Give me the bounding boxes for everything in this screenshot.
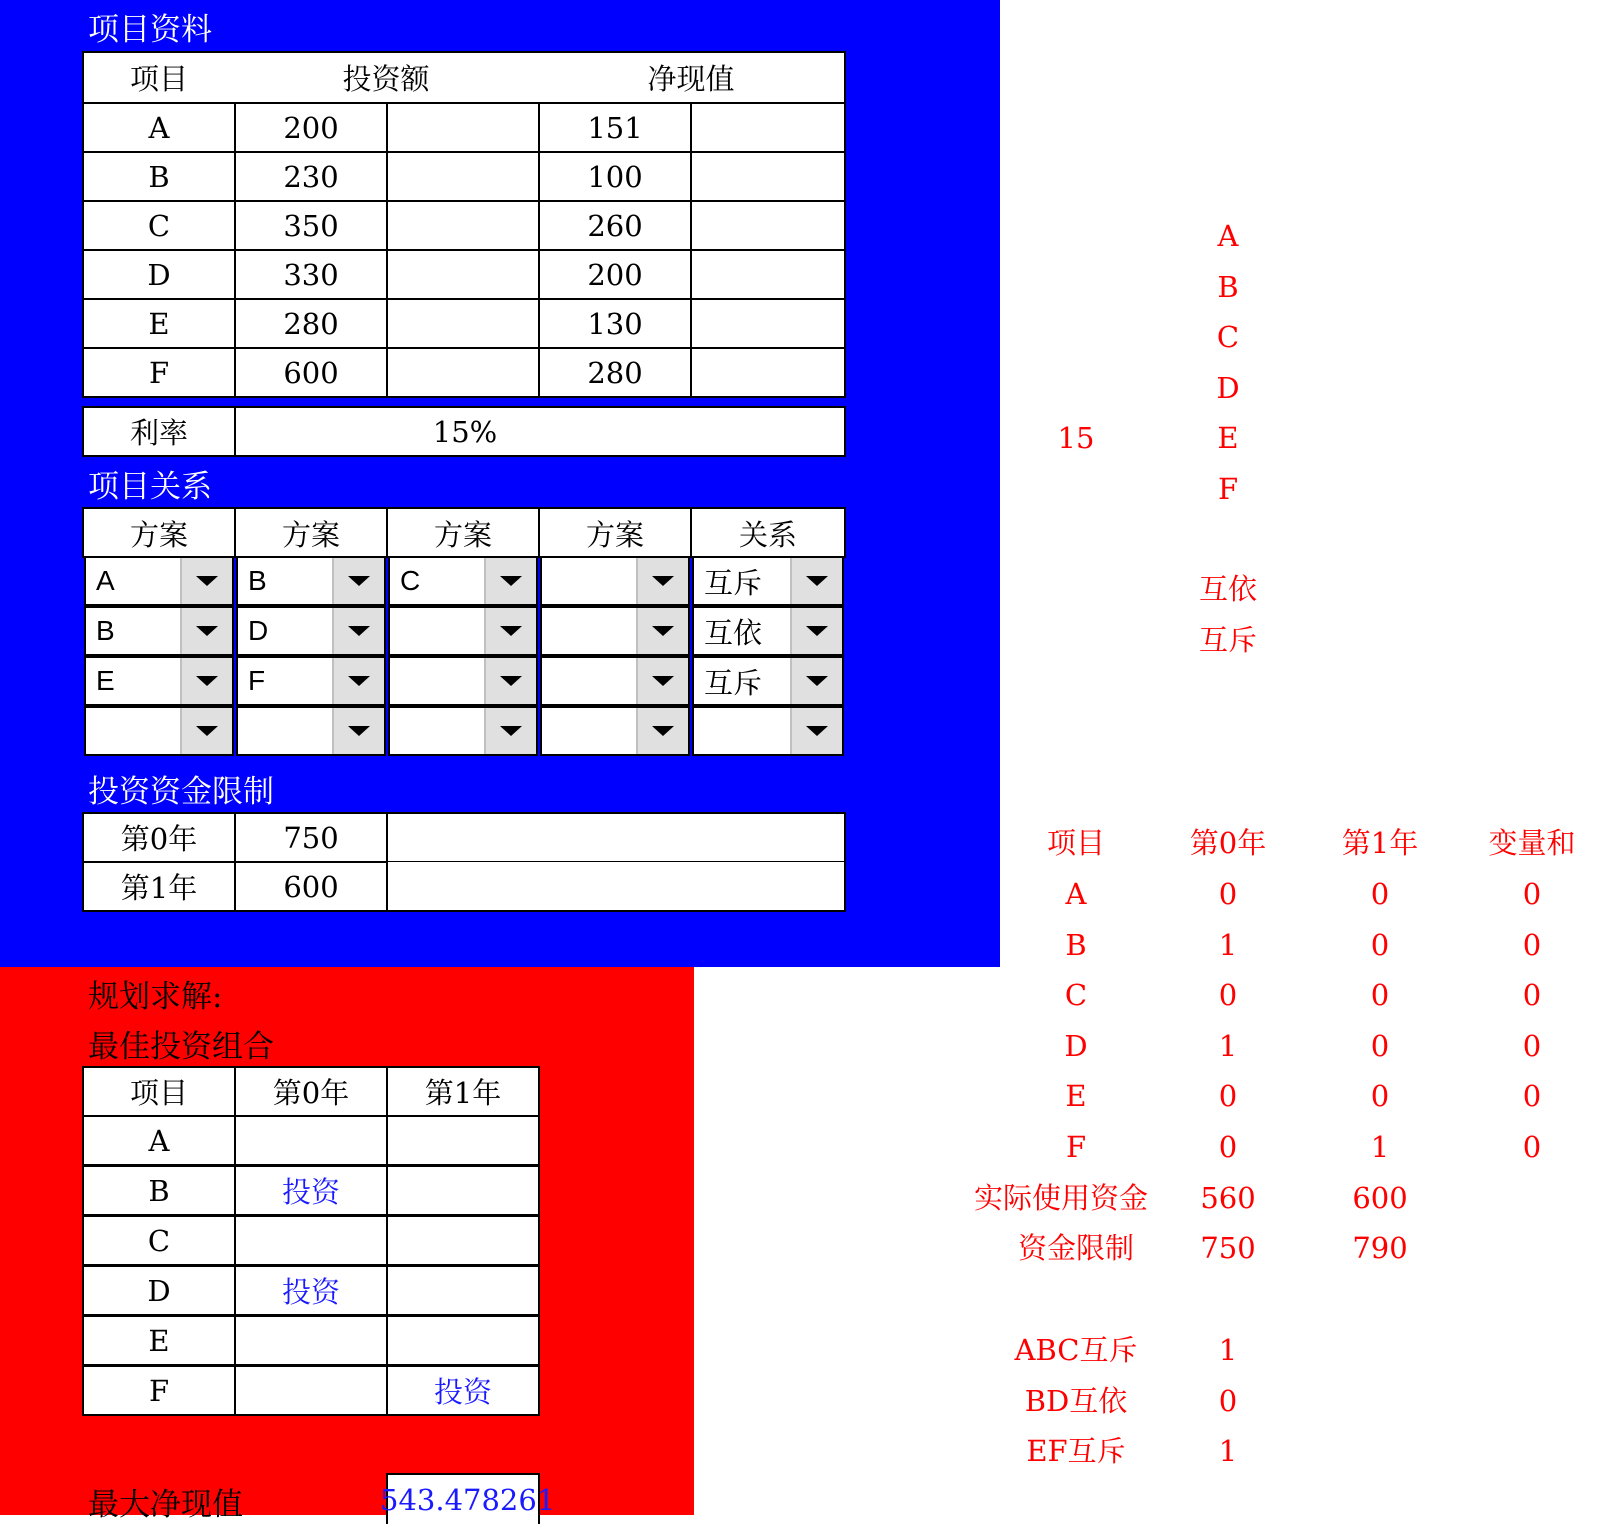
dropdown-arrow-button[interactable] [790,658,842,704]
relation-type-header: 关系 [690,507,846,558]
aux-relation-type-2: 互斥 [1198,623,1257,657]
solution-project-name: B [82,1165,236,1216]
blank-cell [690,151,846,202]
aux-fund-limit-value: 790 [1352,1231,1408,1265]
blank-cell [690,347,846,398]
aux-var-project: A [1065,877,1087,911]
investment-cell[interactable]: 280 [234,298,388,349]
aux-var-header: 变量和 [1488,826,1576,860]
limit-year1-blank [386,861,846,912]
aux-constraint-value: 1 [1218,1333,1238,1367]
solution-year0-cell: 投资 [234,1265,388,1316]
best-portfolio-title: 最佳投资组合 [88,1029,274,1065]
aux-var-value: 0 [1370,1079,1390,1114]
scheme-dropdown[interactable] [84,556,234,606]
investment-cell[interactable]: 330 [234,249,388,300]
aux-var-project: F [1065,1130,1087,1164]
header-project: 项目 [82,51,234,102]
limit-year0-blank [386,812,846,863]
dropdown-arrow-button[interactable] [790,558,842,604]
dropdown-arrow-button[interactable] [636,658,688,704]
scheme-dropdown[interactable] [84,656,234,706]
dropdown-value: C [400,565,421,596]
blank-cell [690,102,846,153]
aux-var-project: B [1065,927,1087,962]
chevron-down-icon [348,726,370,736]
chevron-down-icon [652,626,674,636]
aux-fund-limit-label: 资金限制 [1017,1231,1134,1265]
dropdown-value: F [248,665,266,696]
solution-year0-cell [234,1115,388,1166]
dropdown-arrow-button[interactable] [484,708,536,754]
relation-type-dropdown[interactable] [692,556,844,606]
solution-year0-cell [234,1365,388,1416]
aux-var-header: 项目 [1046,826,1105,860]
npv-cell[interactable]: 151 [538,102,692,153]
investment-cell[interactable]: 200 [234,102,388,153]
dropdown-arrow-button[interactable] [332,608,384,654]
solution-project-name: E [82,1315,236,1366]
chevron-down-icon [806,726,828,736]
dropdown-value: A [96,565,115,596]
solution-year0-cell: 投资 [234,1165,388,1216]
aux-var-value: 0 [1218,877,1238,911]
dropdown-arrow-button[interactable] [180,558,232,604]
aux-constraint-label: BD互依 [1024,1383,1128,1418]
scheme-header: 方案 [82,507,236,558]
scheme-dropdown[interactable] [236,556,386,606]
dropdown-arrow-button[interactable] [636,708,688,754]
aux-var-value: 0 [1218,1130,1238,1164]
dropdown-arrow-button[interactable] [180,708,232,754]
aux-list-item: A [1217,219,1239,253]
solution-project-name: A [82,1115,236,1166]
dropdown-value: 互依 [704,615,763,650]
aux-var-value: 0 [1522,927,1542,962]
dropdown-arrow-button[interactable] [332,708,384,754]
solution-project-name: F [82,1365,236,1416]
solution-year1-cell: 投资 [386,1365,540,1416]
dropdown-value: B [248,565,267,596]
investment-cell[interactable]: 230 [234,151,388,202]
solution-project-name: C [82,1215,236,1266]
dropdown-arrow-button[interactable] [180,608,232,654]
blank-cell [386,200,540,251]
chevron-down-icon [196,626,218,636]
relation-type-dropdown[interactable] [692,706,844,756]
scheme-dropdown[interactable] [388,556,538,606]
scheme-dropdown[interactable] [236,706,386,756]
limit-year1-value[interactable]: 600 [234,861,388,912]
aux-var-value: 0 [1522,1079,1542,1114]
aux-var-value: 1 [1218,1028,1238,1063]
dropdown-arrow-button[interactable] [484,608,536,654]
dropdown-arrow-button[interactable] [484,558,536,604]
aux-var-header: 第0年 [1189,826,1267,860]
npv-cell[interactable]: 130 [538,298,692,349]
limit-year0-label: 第0年 [82,812,236,863]
chevron-down-icon [348,576,370,586]
solution-title: 规划求解: [88,979,223,1015]
solution-year1-cell [386,1215,540,1266]
chevron-down-icon [196,576,218,586]
npv-cell[interactable]: 280 [538,347,692,398]
scheme-header: 方案 [234,507,388,558]
scheme-dropdown[interactable] [84,706,234,756]
blank-cell [690,249,846,300]
aux-list-item: B [1217,269,1239,304]
aux-constraint-value: 1 [1218,1434,1238,1469]
blank-cell [690,298,846,349]
aux-fund-limit-value: 750 [1200,1231,1256,1265]
aux-relation-type-1: 互依 [1198,572,1257,606]
max-npv-label: 最大净现值 [88,1487,243,1523]
project-name-cell: D [82,249,236,300]
dropdown-arrow-button[interactable] [790,608,842,654]
aux-list-item: F [1217,472,1239,506]
aux-var-value: 0 [1522,877,1542,911]
solution-header: 项目 [82,1066,236,1117]
chevron-down-icon [652,676,674,686]
scheme-header: 方案 [386,507,540,558]
project-name-cell: F [82,347,236,398]
scheme-dropdown[interactable] [236,656,386,706]
scheme-header: 方案 [538,507,692,558]
solution-year1-cell [386,1115,540,1166]
scheme-dropdown[interactable] [540,706,690,756]
relation-type-dropdown[interactable] [692,656,844,706]
aux-list-item: D [1216,370,1240,405]
solution-project-name: D [82,1265,236,1316]
project-name-cell: E [82,298,236,349]
aux-var-value: 0 [1522,1130,1542,1164]
npv-cell[interactable]: 100 [538,151,692,202]
dropdown-value: 互斥 [704,665,763,700]
scheme-dropdown[interactable] [388,706,538,756]
chevron-down-icon [348,626,370,636]
scheme-dropdown[interactable] [540,656,690,706]
solution-year1-cell [386,1265,540,1316]
solution-year1-cell [386,1315,540,1366]
blank-cell [386,298,540,349]
aux-var-value: 0 [1522,978,1542,1013]
aux-used-funds-value: 560 [1200,1181,1256,1215]
chevron-down-icon [348,676,370,686]
aux-var-value: 0 [1370,978,1390,1013]
dropdown-arrow-button[interactable] [636,558,688,604]
aux-var-value: 0 [1522,1028,1542,1063]
aux-used-funds-value: 600 [1352,1181,1408,1215]
dropdown-arrow-button[interactable] [332,558,384,604]
chevron-down-icon [500,676,522,686]
header-npv: 净现值 [538,51,846,102]
npv-cell[interactable]: 260 [538,200,692,251]
aux-var-value: 0 [1370,1028,1390,1063]
aux-list-item: E [1217,421,1239,456]
scheme-dropdown[interactable] [84,606,234,656]
chevron-down-icon [196,726,218,736]
dropdown-value: D [248,615,269,646]
solution-year1-cell [386,1165,540,1216]
chevron-down-icon [806,576,828,586]
dropdown-arrow-button[interactable] [180,658,232,704]
aux-var-project: E [1065,1079,1087,1114]
aux-var-project: C [1064,978,1088,1013]
aux-var-value: 0 [1218,1079,1238,1114]
chevron-down-icon [500,726,522,736]
aux-var-value: 0 [1218,978,1238,1013]
chevron-down-icon [500,576,522,586]
blank-cell [690,200,846,251]
aux-used-funds-label: 实际使用资金 [973,1181,1148,1215]
rate-value[interactable]: 15% [234,406,846,457]
investment-cell[interactable]: 350 [234,200,388,251]
dropdown-value: 互斥 [704,565,763,600]
project-name-cell: C [82,200,236,251]
chevron-down-icon [806,626,828,636]
dropdown-value: E [96,665,115,696]
scheme-dropdown[interactable] [388,656,538,706]
header-investment: 投资额 [232,51,540,102]
dropdown-value: B [96,615,115,646]
limit-year0-value[interactable]: 750 [234,812,388,863]
dropdown-arrow-button[interactable] [332,658,384,704]
chevron-down-icon [500,626,522,636]
scheme-dropdown[interactable] [540,606,690,656]
blank-cell [386,151,540,202]
dropdown-arrow-button[interactable] [636,608,688,654]
limits-title: 投资资金限制 [88,774,274,810]
aux-rate-number: 15 [1057,421,1095,455]
aux-list-item: C [1216,320,1240,355]
aux-constraint-value: 0 [1218,1383,1238,1418]
project-name-cell: B [82,151,236,202]
aux-constraint-label: ABC互斥 [1014,1333,1138,1367]
scheme-dropdown[interactable] [236,606,386,656]
scheme-dropdown[interactable] [388,606,538,656]
chevron-down-icon [652,726,674,736]
dropdown-arrow-button[interactable] [790,708,842,754]
aux-var-value: 1 [1370,1130,1390,1164]
aux-var-value: 1 [1218,927,1238,962]
blank-cell [386,347,540,398]
scheme-dropdown[interactable] [540,556,690,606]
aux-var-value: 0 [1370,927,1390,962]
project-name-cell: A [82,102,236,153]
chevron-down-icon [652,576,674,586]
investment-cell[interactable]: 600 [234,347,388,398]
limit-year1-label: 第1年 [82,861,236,912]
max-npv-value: 543.478261 [386,1473,540,1524]
aux-var-header: 第1年 [1341,826,1419,860]
aux-var-value: 0 [1370,877,1390,911]
project-info-title: 项目资料 [88,12,212,48]
chevron-down-icon [806,676,828,686]
chevron-down-icon [196,676,218,686]
relations-title: 项目关系 [88,469,212,505]
relation-type-dropdown[interactable] [692,606,844,656]
solution-year0-cell [234,1315,388,1366]
blank-cell [386,102,540,153]
aux-constraint-label: EF互斥 [1026,1434,1126,1469]
solution-header: 第0年 [234,1066,388,1117]
aux-var-project: D [1064,1028,1088,1063]
solution-year0-cell [234,1215,388,1266]
blank-cell [386,249,540,300]
dropdown-arrow-button[interactable] [484,658,536,704]
solution-header: 第1年 [386,1066,540,1117]
npv-cell[interactable]: 200 [538,249,692,300]
rate-label: 利率 [82,406,236,457]
